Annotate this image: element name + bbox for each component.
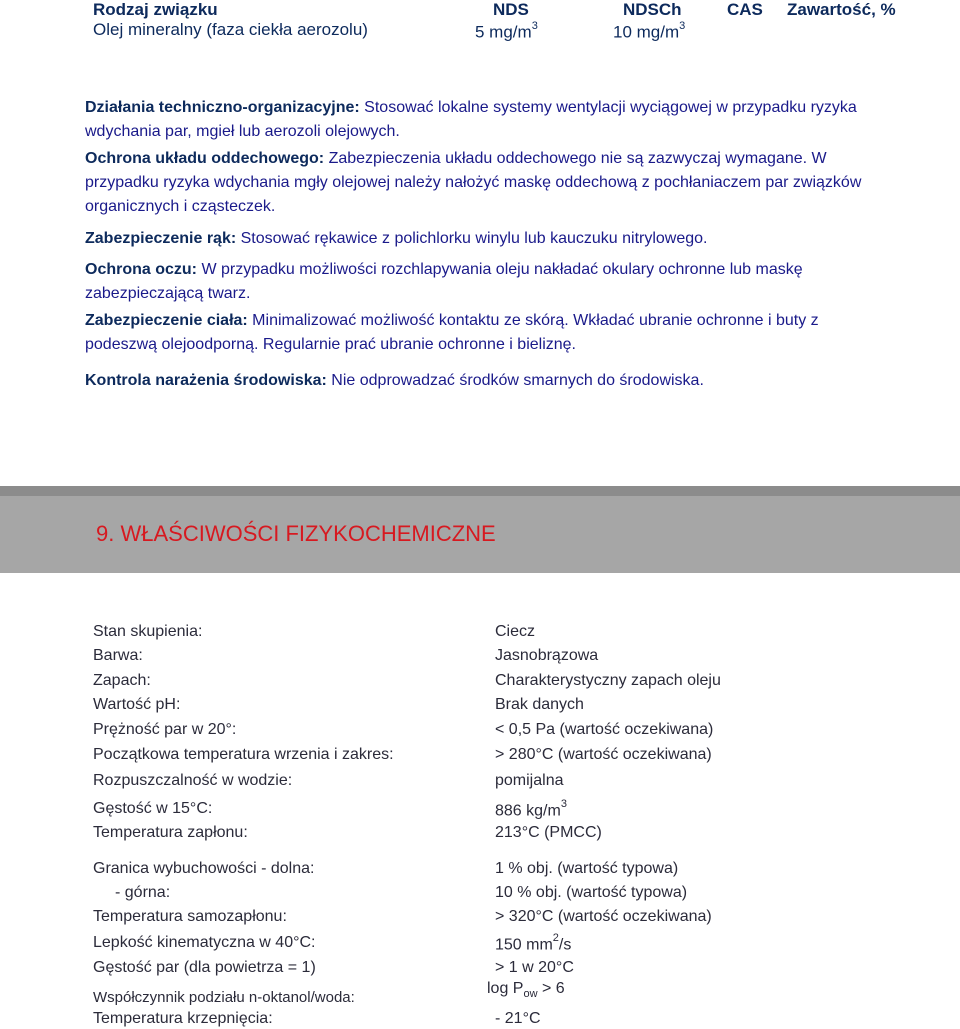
property-value: > 1 w 20°C [495, 959, 574, 976]
property-label: Prężność par w 20°: [93, 721, 237, 738]
section-title [96, 521, 496, 547]
paragraph-respiratory [85, 147, 885, 219]
paragraph-technical [85, 96, 885, 144]
property-value: 1 % obj. (wartość typowa) [495, 860, 679, 877]
section-header [0, 486, 960, 573]
property-label: Barwa: [93, 647, 143, 664]
paragraph-text: Nie odprowadzać środków smarnych do środowiska. [326, 372, 704, 389]
property-label: Gęstość w 15°C: [93, 800, 213, 817]
property-subscript: ow [523, 988, 538, 1001]
paragraph-label: Zabezpieczenie ciała: [85, 312, 248, 329]
ndsch-exponent: 3 [679, 20, 686, 32]
property-label: Stan skupienia: [93, 623, 203, 640]
table-header-content: Zawartość, % [787, 0, 896, 19]
property-label: Współczynnik podziału n-oktanol/woda: [93, 989, 355, 1006]
property-value: Jasnobrązowa [495, 647, 599, 664]
property-label: Temperatura zapłonu: [93, 824, 248, 841]
property-value: 213°C (PMCC) [495, 824, 602, 841]
paragraph-text: Minimalizować możliwość kontaktu ze skórą. Wkładać ubranie ochronne i buty z podeszwą olejoodporną. Regularnie prać ubranie ochronne i bieliznę. [85, 312, 819, 353]
property-label: Zapach: [93, 672, 151, 689]
paragraph-body [85, 309, 885, 357]
property-value: Charakterystyczny zapach oleju [495, 672, 721, 689]
paragraph-environment [85, 369, 885, 393]
section-divider [0, 486, 960, 496]
property-value: 886 $kg/m^3$ [495, 798, 567, 820]
table-header-nds: NDS [493, 0, 529, 19]
paragraph-label: Ochrona układu oddechowego: [85, 150, 325, 167]
paragraph-label: Kontrola narażenia środowiska: [85, 372, 327, 389]
paragraph-eyes [85, 258, 885, 306]
property-value: pomijalna [495, 772, 564, 789]
property-label: - górna: [115, 884, 171, 901]
paragraph-text: Zabezpieczenia układu oddechowego nie są zazwyczaj wymagane. W przypadku ryzyka wdychania mgły olejowej należy nałożyć maskę oddechową z pochłaniaczem par związków organicznych i cząsteczek. [85, 150, 862, 215]
nds-exponent: 3 [531, 20, 538, 32]
property-value: > 320°C (wartość oczekiwana) [495, 908, 712, 925]
property-value: - 21°C [495, 1010, 541, 1027]
property-label: Temperatura krzepnięcia: [93, 1010, 273, 1027]
property-value: 10 % obj. (wartość typowa) [495, 884, 688, 901]
paragraph-label: Ochrona oczu: [85, 261, 198, 278]
nds-value: 5 $mg/m^3$ [475, 20, 538, 42]
property-label: Rozpuszczalność w wodzie: [93, 772, 293, 789]
property-value: $\log P_{ow} > 6$ [487, 980, 565, 1001]
property-value: > 280°C (wartość oczekiwana) [495, 746, 712, 763]
table-header-ndsch: NDSCh [623, 0, 682, 19]
table-header-compound: Rodzaj związku [93, 0, 218, 19]
compound-name: Olej mineralny (faza ciekła aerozolu) [93, 20, 368, 39]
property-value: Ciecz [495, 623, 536, 640]
property-label: Granica wybuchowości - dolna: [93, 860, 315, 877]
property-label: Wartość pH: [93, 696, 181, 713]
property-label: Lepkość kinematyczna w 40°C: [93, 934, 316, 951]
property-label: Początkowa temperatura wrzenia i zakres: [93, 746, 394, 763]
paragraph-label: Działania techniczno-organizacyjne: [85, 99, 360, 116]
table-header-cas: CAS [727, 0, 763, 19]
property-value: 150 $mm^2/s$ [495, 932, 572, 954]
paragraph-hands [85, 227, 885, 251]
property-label: Temperatura samozapłonu: [93, 908, 287, 925]
paragraph-text: Stosować lokalne systemy wentylacji wyciągowej w przypadku ryzyka wdychania par, mgieł lub aerozoli olejowych. [85, 99, 857, 140]
section-number: 9. [96, 521, 115, 546]
property-exponent: 2 [552, 932, 559, 944]
property-exponent: 3 [560, 798, 567, 810]
paragraph-text: W przypadku możliwości rozchlapywania oleju nakładać okulary ochronne lub maskę zabezpieczającą twarz. [85, 261, 803, 302]
paragraph-text: Stosować rękawice z polichlorku winylu lub kauczuku nitrylowego. [236, 230, 708, 247]
section-title-text: WŁAŚCIWOŚCI FIZYKOCHEMICZNE [120, 521, 496, 546]
paragraph-label: Zabezpieczenie rąk: [85, 230, 237, 247]
ndsch-value: 10 $mg/m^3$ [613, 20, 686, 42]
property-value: Brak danych [495, 696, 584, 713]
property-value: < 0,5 Pa (wartość oczekiwana) [495, 721, 714, 738]
property-label: Gęstość par (dla powietrza = 1) [93, 959, 316, 976]
